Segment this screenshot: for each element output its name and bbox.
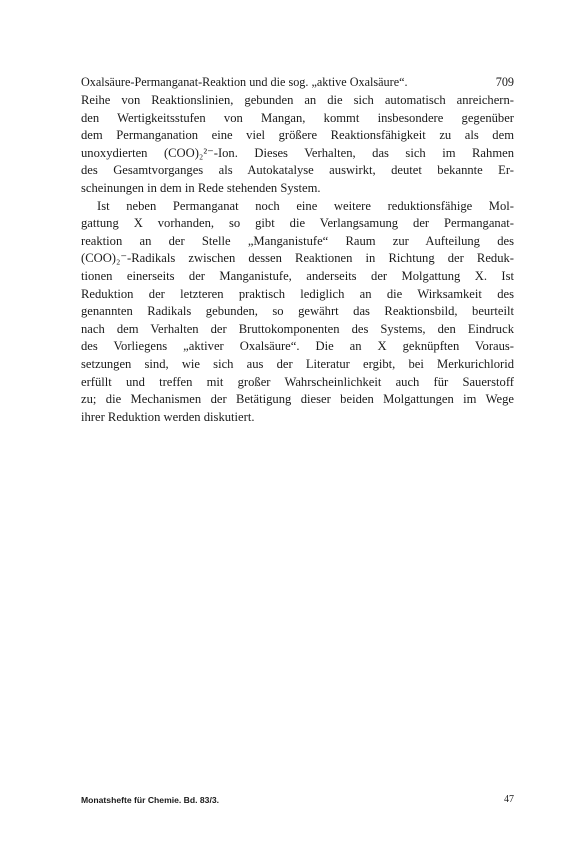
text-line: scheinungen in dem in Rede stehenden System. [81, 180, 321, 195]
running-head [81, 74, 514, 90]
paragraph-2 [81, 198, 514, 427]
page-footer [81, 793, 514, 807]
text-line: genannten Radikals gebunden, so gewährt das Reaktionsbild, beurteilt [81, 304, 514, 319]
text-line: des Gesamtvorganges als Autokatalyse auswirkt, deutet bekannte Er- [81, 163, 514, 178]
text-line: Reihe von Reaktionslinien, gebunden an die sich automatisch anreichern- [81, 93, 514, 107]
body-text [81, 92, 514, 426]
text-line: Ist neben Permanganat noch eine weitere reduktionsfähige Mol- [97, 198, 514, 213]
text-line: des Vorliegens „aktiver Oxalsäure“. Die an X geknüpften Voraus- [81, 339, 514, 354]
text-line: den Wertigkeitsstufen von Mangan, kommt insbesondere gegenüber [81, 110, 514, 125]
text-line: ihrer Reduktion werden diskutiert. [81, 409, 255, 424]
text-line: unoxydierten (COO)₂²⁻-Ion. Dieses Verhalten, das sich im Rahmen [81, 145, 514, 160]
text-line: dem Permanganation eine viel größere Reaktionsfähigkeit zu als dem [81, 128, 514, 143]
signature-mark: 47 [504, 794, 514, 805]
text-line: (COO)₂⁻-Radikals zwischen dessen Reaktionen in Richtung der Reduk- [81, 251, 514, 266]
paragraph-1 [81, 92, 514, 198]
text-line: reaktion an der Stelle „Manganistufe“ Raum zur Aufteilung des [81, 233, 514, 248]
text-line: erfüllt und treffen mit großer Wahrscheinlichkeit auch für Sauerstoff [81, 374, 514, 389]
text-line: setzungen sind, wie sich aus der Literatur ergibt, bei Merkurichlorid [81, 356, 514, 371]
running-title: Oxalsäure-Permanganat-Reaktion und die sog. „aktive Oxalsäure“. [81, 75, 408, 89]
text-line: Reduktion der letzteren praktisch lediglich an die Wirksamkeit des [81, 286, 514, 301]
text-line: tionen einerseits der Manganistufe, anderseits der Molgattung X. Ist [81, 268, 514, 283]
text-line: nach dem Verhalten der Bruttokomponenten des Systems, den Eindruck [81, 321, 514, 336]
text-line: zu; die Mechanismen der Betätigung dieser beiden Molgattungen im Wege [81, 392, 514, 407]
page-number: 709 [495, 75, 514, 89]
text-line: gattung X vorhanden, so gibt die Verlangsamung der Permanganat- [81, 216, 514, 231]
journal-citation: Monatshefte für Chemie. Bd. 83/3. [81, 795, 220, 805]
